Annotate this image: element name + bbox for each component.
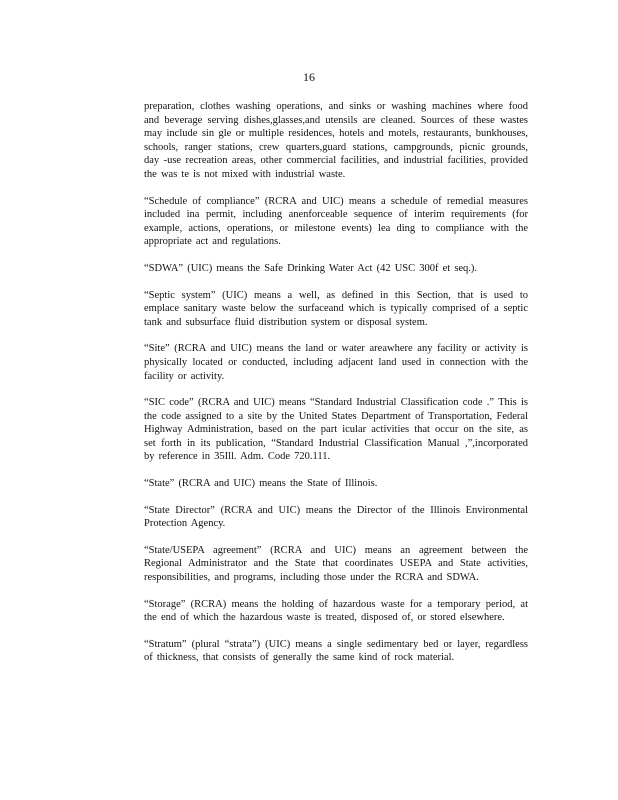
document-body bbox=[144, 100, 528, 678]
paragraph-septic-system: “Septic system” (UIC) means a well, as defined in this Section, that is used to emplace sanitary waste below the surfaceand which is typically comprised of a septic tank and subsurface fluid distribution system or disposal system. bbox=[144, 289, 528, 328]
paragraph-graywater-definition-continued: preparation, clothes washing operations, and sinks or washing machines where food and beverage serving dishes,glasses,and utensils are cleaned. Sources of these wastes may include sin gle or multiple residences, hotels and motels, restaurants, bunkhouses, schools, ranger stations, crew quarters,guard stations, campgrounds, picnic grounds, day -use recreation areas, other commercial facilities, and industrial facilities, provided the was te is not mixed with industrial waste. bbox=[144, 101, 528, 180]
paragraph-state-usepa-agreement: “State/USEPA agreement” (RCRA and UIC) means an agreement between the Regional Administrator and the State that coordinates USEPA and State activities, responsibilities, and programs, including those under the RCRA and SDWA. bbox=[144, 544, 528, 584]
paragraph-schedule-of-compliance: “Schedule of compliance” (RCRA and UIC) means a schedule of remedial measures included ina permit, including anenforceable sequence of interim requirements (for example, actions, operations, or milestone events) lea ding to compliance with the appropriate act and regulations. bbox=[144, 195, 528, 248]
paragraph-sdwa: “SDWA” (UIC) means the Safe Drinking Water Act (42 USC 300f et seq.). bbox=[144, 262, 478, 274]
paragraph-state: “State” (RCRA and UIC) means the State of Illinois. bbox=[144, 478, 378, 490]
paragraph-stratum: “Stratum” (plural “strata”) (UIC) means a single sedimentary bed or layer, regardless of thickness, that consists of generally the same kind of rock material. bbox=[144, 638, 528, 664]
paragraph-sic-code: “SIC code” (RCRA and UIC) means “Standard Industrial Classification code .” This is the code assigned to a site by the United States Department of Transportation, Federal Highway Administration, based on the part icular activities that occur on the site, as set forth in its publication, “Standard Industrial Classification Manual ,”,incorporated by reference in 35Ill. Adm. Code 720.111. bbox=[144, 397, 528, 463]
paragraph-state-director: “State Director” (RCRA and UIC) means the Director of the Illinois Environmental Protection Agency. bbox=[144, 504, 528, 530]
page-number: 16 bbox=[303, 70, 315, 84]
paragraph-site: “Site” (RCRA and UIC) means the land or water areawhere any facility or activity is physically located or conducted, including adjacent land used in connection with the facility or activity. bbox=[144, 343, 528, 382]
paragraph-storage: “Storage” (RCRA) means the holding of hazardous waste for a temporary period, at the end of which the hazardous waste is treated, disposed of, or stored elsewhere. bbox=[144, 598, 528, 624]
